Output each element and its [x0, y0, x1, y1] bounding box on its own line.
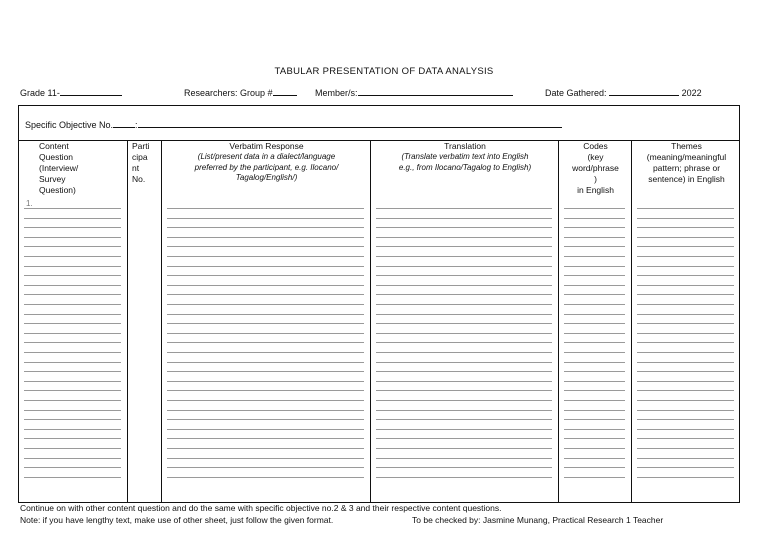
answer-line[interactable]	[564, 467, 625, 468]
group-blank[interactable]	[273, 86, 297, 96]
answer-line[interactable]	[376, 342, 552, 343]
column-header-subtitle: (List/present data in a dialect/language	[197, 152, 336, 161]
column-header-line: Question	[39, 152, 74, 162]
answer-line[interactable]	[24, 410, 121, 411]
answer-line[interactable]	[24, 458, 121, 459]
answer-line[interactable]	[24, 304, 121, 305]
answer-line[interactable]	[167, 285, 364, 286]
answer-line[interactable]	[637, 266, 734, 267]
answer-line[interactable]	[564, 227, 625, 228]
answer-line[interactable]	[167, 477, 364, 478]
members-field[interactable]	[315, 86, 513, 98]
answer-line[interactable]	[376, 390, 552, 391]
answer-line[interactable]	[167, 256, 364, 257]
answer-line[interactable]	[167, 390, 364, 391]
column-header-line: in English	[577, 185, 614, 195]
answer-line[interactable]	[637, 256, 734, 257]
answer-line[interactable]	[637, 275, 734, 276]
answer-line[interactable]	[564, 400, 625, 401]
answer-line[interactable]	[24, 371, 121, 372]
answer-line[interactable]	[637, 342, 734, 343]
answer-line[interactable]	[167, 371, 364, 372]
answer-line[interactable]	[637, 410, 734, 411]
answer-line[interactable]	[564, 208, 625, 209]
objective-field[interactable]	[25, 118, 562, 130]
answer-line[interactable]	[637, 237, 734, 238]
answer-line[interactable]	[167, 400, 364, 401]
answer-line[interactable]	[637, 314, 734, 315]
answer-line[interactable]	[376, 352, 552, 353]
objective-colon: :	[135, 120, 138, 130]
column-header-line: word/phrase	[572, 163, 619, 173]
answer-line[interactable]	[376, 381, 552, 382]
answer-line[interactable]	[376, 314, 552, 315]
answer-line[interactable]	[24, 218, 121, 219]
answer-line[interactable]	[376, 275, 552, 276]
column-header-line: Survey	[39, 174, 66, 184]
objective-label: Specific Objective No.	[25, 120, 114, 130]
answer-line[interactable]	[564, 448, 625, 449]
answer-line[interactable]	[564, 333, 625, 334]
column-header-line: No.	[132, 174, 146, 184]
answer-line[interactable]	[376, 304, 552, 305]
answer-line[interactable]	[637, 419, 734, 420]
column-header-subtitle: e.g., from Ilocano/Tagalog to English)	[398, 162, 532, 172]
answer-line[interactable]	[564, 352, 625, 353]
answer-line[interactable]	[167, 448, 364, 449]
column-header-line: Parti	[132, 141, 150, 151]
answer-line[interactable]	[376, 467, 552, 468]
answer-line[interactable]	[24, 448, 121, 449]
answer-line[interactable]	[24, 227, 121, 228]
column-header-line: Question)	[39, 185, 76, 195]
answer-line[interactable]	[637, 227, 734, 228]
column-header-line: sentence) in English	[648, 174, 725, 184]
answer-line[interactable]	[637, 304, 734, 305]
answer-line[interactable]	[564, 410, 625, 411]
answer-line[interactable]	[24, 381, 121, 382]
column-divider	[161, 140, 162, 502]
column-header-6	[632, 141, 741, 185]
answer-line[interactable]	[167, 323, 364, 324]
answer-line[interactable]	[167, 227, 364, 228]
column-header-subtitle: Tagalog/English/)	[235, 173, 298, 182]
column-header-line: Verbatim Response	[229, 141, 304, 151]
analysis-table-box	[18, 105, 740, 503]
answer-line[interactable]	[167, 314, 364, 315]
answer-line[interactable]	[637, 352, 734, 353]
footer-instruction: Continue on with other content question and do the same with specific objective no.2 & 3 and their respective content questions.	[20, 503, 502, 513]
answer-line[interactable]	[167, 362, 364, 363]
answer-line[interactable]	[376, 237, 552, 238]
answer-line[interactable]	[564, 390, 625, 391]
answer-line[interactable]	[376, 227, 552, 228]
answer-line[interactable]	[167, 410, 364, 411]
answer-line[interactable]	[376, 246, 552, 247]
column-header-line: (Interview/	[39, 163, 79, 173]
answer-line[interactable]	[376, 333, 552, 334]
answer-line[interactable]	[167, 266, 364, 267]
answer-line[interactable]	[637, 477, 734, 478]
footer-note: Note: if you have lengthy text, make use of other sheet, just follow the given format.	[20, 515, 334, 525]
answer-line[interactable]	[167, 467, 364, 468]
column-header-subtitle: (Translate verbatim text into English	[401, 152, 529, 161]
answer-line[interactable]	[376, 448, 552, 449]
answer-line[interactable]	[376, 218, 552, 219]
column-divider	[370, 140, 371, 502]
answer-line[interactable]	[564, 266, 625, 267]
answer-line[interactable]	[564, 237, 625, 238]
answer-line[interactable]	[564, 294, 625, 295]
answer-line[interactable]	[24, 400, 121, 401]
answer-line[interactable]	[564, 458, 625, 459]
answer-line[interactable]	[376, 419, 552, 420]
members-blank[interactable]	[358, 86, 513, 96]
row-number: 1.	[26, 199, 33, 208]
answer-line[interactable]	[24, 208, 121, 209]
answer-line[interactable]	[167, 458, 364, 459]
answer-line[interactable]	[24, 477, 121, 478]
column-header-line: (meaning/meaningful	[646, 152, 727, 162]
answer-line[interactable]	[637, 333, 734, 334]
answer-line[interactable]	[167, 333, 364, 334]
date-blank[interactable]	[609, 86, 679, 96]
answer-line[interactable]	[24, 429, 121, 430]
answer-line[interactable]	[637, 458, 734, 459]
answer-line[interactable]	[376, 256, 552, 257]
answer-line[interactable]	[564, 477, 625, 478]
answer-line[interactable]	[564, 438, 625, 439]
column-header-1	[19, 141, 128, 196]
grade-field[interactable]	[20, 86, 122, 98]
answer-line[interactable]	[637, 218, 734, 219]
answer-line[interactable]	[376, 294, 552, 295]
answer-line[interactable]	[24, 323, 121, 324]
answer-line[interactable]	[24, 314, 121, 315]
answer-line[interactable]	[564, 314, 625, 315]
answer-line[interactable]	[24, 342, 121, 343]
answer-line[interactable]	[376, 477, 552, 478]
answer-line[interactable]	[167, 342, 364, 343]
answer-line[interactable]	[637, 362, 734, 363]
answer-line[interactable]	[564, 429, 625, 430]
answer-line[interactable]	[564, 419, 625, 420]
answer-line[interactable]	[564, 362, 625, 363]
column-header-2	[128, 141, 162, 185]
answer-line[interactable]	[376, 362, 552, 363]
answer-line[interactable]	[167, 419, 364, 420]
answer-line[interactable]	[376, 208, 552, 209]
answer-line[interactable]	[376, 266, 552, 267]
answer-line[interactable]	[167, 294, 364, 295]
column-header-line: Content	[39, 141, 69, 151]
column-header-4	[371, 141, 559, 173]
column-header-5	[559, 141, 632, 196]
answer-line[interactable]	[167, 438, 364, 439]
answer-line[interactable]	[564, 342, 625, 343]
answer-line[interactable]	[24, 275, 121, 276]
answer-line[interactable]	[167, 237, 364, 238]
answer-line[interactable]	[637, 438, 734, 439]
answer-line[interactable]	[564, 218, 625, 219]
date-label: Date Gathered:	[545, 88, 607, 98]
answer-line[interactable]	[564, 304, 625, 305]
answer-line[interactable]	[24, 333, 121, 334]
answer-line[interactable]	[167, 429, 364, 430]
answer-line[interactable]	[637, 381, 734, 382]
researchers-label: Researchers: Group #	[184, 88, 273, 98]
column-header-line: Codes	[583, 141, 608, 151]
answer-line[interactable]	[24, 352, 121, 353]
researchers-field[interactable]	[184, 86, 297, 98]
column-header-line: Themes	[671, 141, 702, 151]
answer-line[interactable]	[564, 323, 625, 324]
answer-line[interactable]	[637, 467, 734, 468]
answer-line[interactable]	[167, 304, 364, 305]
answer-line[interactable]	[167, 218, 364, 219]
document-title: TABULAR PRESENTATION OF DATA ANALYSIS	[274, 66, 494, 77]
answer-line[interactable]	[376, 323, 552, 324]
answer-line[interactable]	[24, 285, 121, 286]
answer-line[interactable]	[376, 429, 552, 430]
answer-line[interactable]	[24, 438, 121, 439]
answer-line[interactable]	[564, 371, 625, 372]
answer-line[interactable]	[24, 467, 121, 468]
answer-line[interactable]	[167, 208, 364, 209]
answer-line[interactable]	[167, 352, 364, 353]
year-text: 2022	[681, 88, 702, 98]
answer-line[interactable]	[637, 429, 734, 430]
grade-label: Grade 11-	[20, 88, 60, 98]
column-header-line: Translation	[444, 141, 486, 151]
column-header-line: pattern; phrase or	[652, 163, 721, 173]
column-header-line: nt	[132, 163, 140, 173]
answer-line[interactable]	[24, 390, 121, 391]
column-header-line: (key	[587, 152, 604, 162]
answer-line[interactable]	[637, 400, 734, 401]
objective-number-blank[interactable]	[113, 118, 135, 128]
answer-line[interactable]	[376, 410, 552, 411]
answer-line[interactable]	[564, 275, 625, 276]
answer-line[interactable]	[637, 390, 734, 391]
answer-line[interactable]	[564, 285, 625, 286]
answer-line[interactable]	[564, 256, 625, 257]
answer-line[interactable]	[24, 256, 121, 257]
answer-line[interactable]	[24, 266, 121, 267]
answer-line[interactable]	[637, 294, 734, 295]
column-header-subtitle: preferred by the participant, e.g. Ilocano/	[194, 162, 339, 172]
column-header-line: )	[594, 174, 597, 184]
members-label: Member/s:	[315, 88, 358, 98]
answer-line[interactable]	[637, 371, 734, 372]
answer-line[interactable]	[167, 246, 364, 247]
answer-line[interactable]	[24, 362, 121, 363]
grade-blank[interactable]	[60, 86, 122, 96]
answer-line[interactable]	[167, 381, 364, 382]
answer-line[interactable]	[376, 400, 552, 401]
column-header-line: cipa	[132, 152, 148, 162]
answer-line[interactable]	[637, 448, 734, 449]
answer-line[interactable]	[564, 381, 625, 382]
answer-line[interactable]	[637, 208, 734, 209]
answer-line[interactable]	[24, 237, 121, 238]
date-field[interactable]	[545, 86, 702, 98]
answer-line[interactable]	[24, 294, 121, 295]
answer-line[interactable]	[24, 419, 121, 420]
answer-line[interactable]	[167, 275, 364, 276]
footer-checked-by: To be checked by: Jasmine Munang, Practical Research 1 Teacher	[412, 515, 664, 525]
objective-text-blank[interactable]	[138, 118, 562, 128]
answer-line[interactable]	[376, 285, 552, 286]
answer-line[interactable]	[376, 458, 552, 459]
answer-line[interactable]	[24, 246, 121, 247]
answer-line[interactable]	[376, 438, 552, 439]
answer-line[interactable]	[637, 323, 734, 324]
answer-line[interactable]	[637, 246, 734, 247]
answer-line[interactable]	[376, 371, 552, 372]
answer-line[interactable]	[564, 246, 625, 247]
answer-line[interactable]	[637, 285, 734, 286]
column-header-3	[162, 141, 371, 184]
